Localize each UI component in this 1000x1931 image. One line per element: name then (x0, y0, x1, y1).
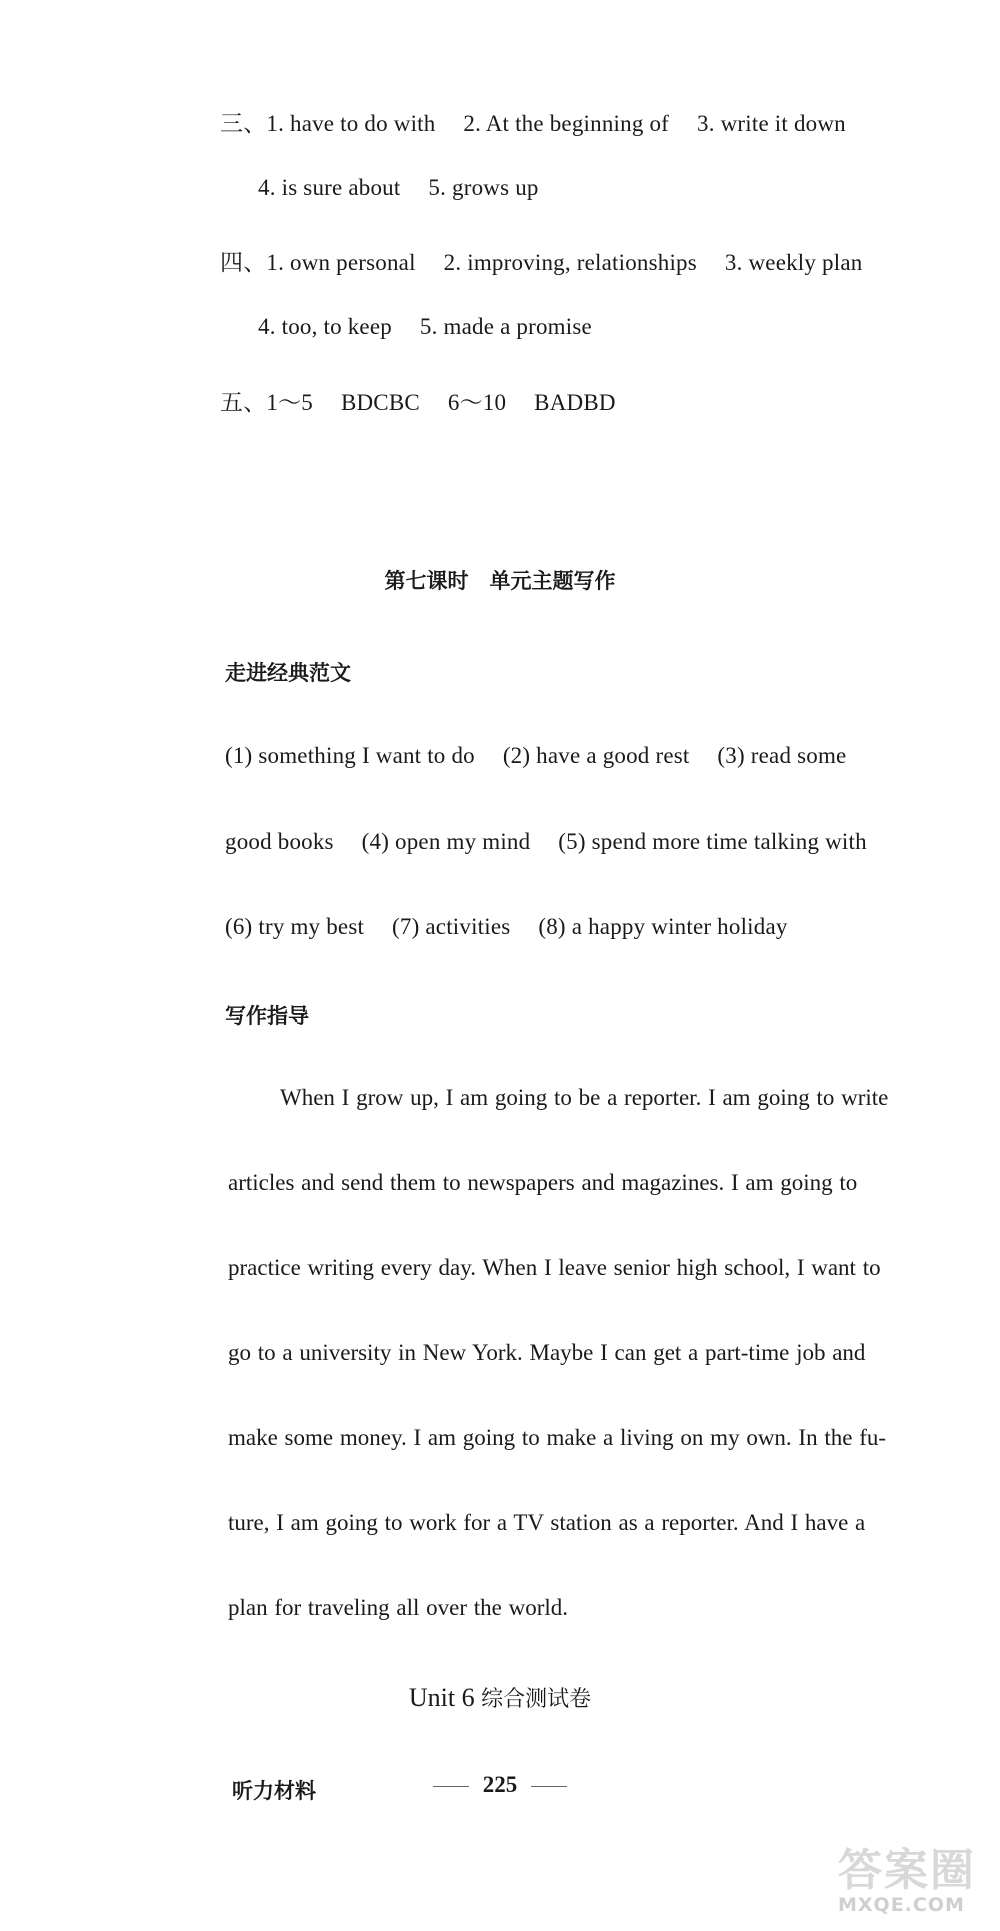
blank-answer: (2) have a good rest (502, 743, 690, 768)
model-text-line-3 (225, 914, 788, 940)
answers-3-line-2 (258, 175, 539, 201)
essay-line: practice writing every day. When I leave senior high school, I want to (228, 1255, 881, 1280)
answers-4-line-1 (220, 244, 862, 277)
answer-item: 6～10 (447, 390, 507, 415)
page-footer (0, 1772, 1000, 1798)
answers-5-line-1 (220, 384, 616, 417)
answer-item: 四、1. own personal (220, 250, 416, 275)
answer-item: 三、1. have to do with (220, 111, 436, 136)
blank-answer: good books (225, 829, 334, 854)
answers-3-line-1 (220, 105, 846, 138)
blank-answer: (7) activities (392, 914, 511, 939)
answer-item: 3. write it down (697, 111, 846, 136)
model-text-line-2 (225, 829, 867, 855)
answer-item: BADBD (534, 390, 616, 415)
answer-item: 5. made a promise (419, 314, 592, 339)
blank-answer: (1) something I want to do (225, 743, 475, 768)
blank-answer: (6) try my best (225, 914, 365, 939)
writing-guide-label: 写作指导 (225, 1004, 309, 1028)
essay-line: plan for traveling all over the world. (228, 1595, 569, 1620)
watermark-logo-text: 答案圈 (838, 1845, 976, 1896)
footer-dash-left (433, 1786, 469, 1787)
essay-line: make some money. I am going to make a living on my own. In the fu- (228, 1425, 887, 1450)
answer-item: 4. is sure about (258, 175, 401, 200)
essay-line: When I grow up, I am going to be a reporter. I am going to write (280, 1085, 889, 1110)
essay-line: ture, I am going to work for a TV station as a reporter. And I have a (228, 1510, 866, 1535)
answer-item: 2. At the beginning of (463, 111, 670, 136)
essay-line: go to a university in New York. Maybe I can get a part-time job and (228, 1340, 866, 1365)
footer-dash-right (531, 1786, 567, 1787)
lesson-title: 第七课时 单元主题写作 (384, 569, 616, 593)
model-text-line-1 (225, 743, 846, 769)
answer-item: BDCBC (340, 390, 420, 415)
answer-item: 2. improving, relationships (443, 250, 697, 275)
blank-answer: (5) spend more time talking with (558, 829, 867, 854)
answers-4-line-2 (258, 314, 592, 340)
page-number: 225 (482, 1772, 518, 1797)
unit-test-title-cn: 综合测试卷 (481, 1687, 592, 1712)
model-text-label: 走进经典范文 (225, 661, 351, 685)
answer-item: 4. too, to keep (258, 314, 392, 339)
listening-label: 听力材料 (232, 1779, 316, 1803)
essay-line: articles and send them to newspapers and magazines. I am going to (228, 1170, 858, 1195)
unit-test-title (0, 1682, 1000, 1713)
watermark-url: MXQE.COM (838, 1894, 965, 1916)
answer-item: 5. grows up (428, 175, 539, 200)
answer-item: 3. weekly plan (724, 250, 863, 275)
unit-test-title-en: Unit 6 (408, 1683, 475, 1712)
answer-item: 五、1～5 (220, 390, 313, 415)
blank-answer: (4) open my mind (361, 829, 531, 854)
blank-answer: (8) a happy winter holiday (538, 914, 788, 939)
blank-answer: (3) read some (717, 743, 847, 768)
watermark-logo (838, 1845, 988, 1920)
